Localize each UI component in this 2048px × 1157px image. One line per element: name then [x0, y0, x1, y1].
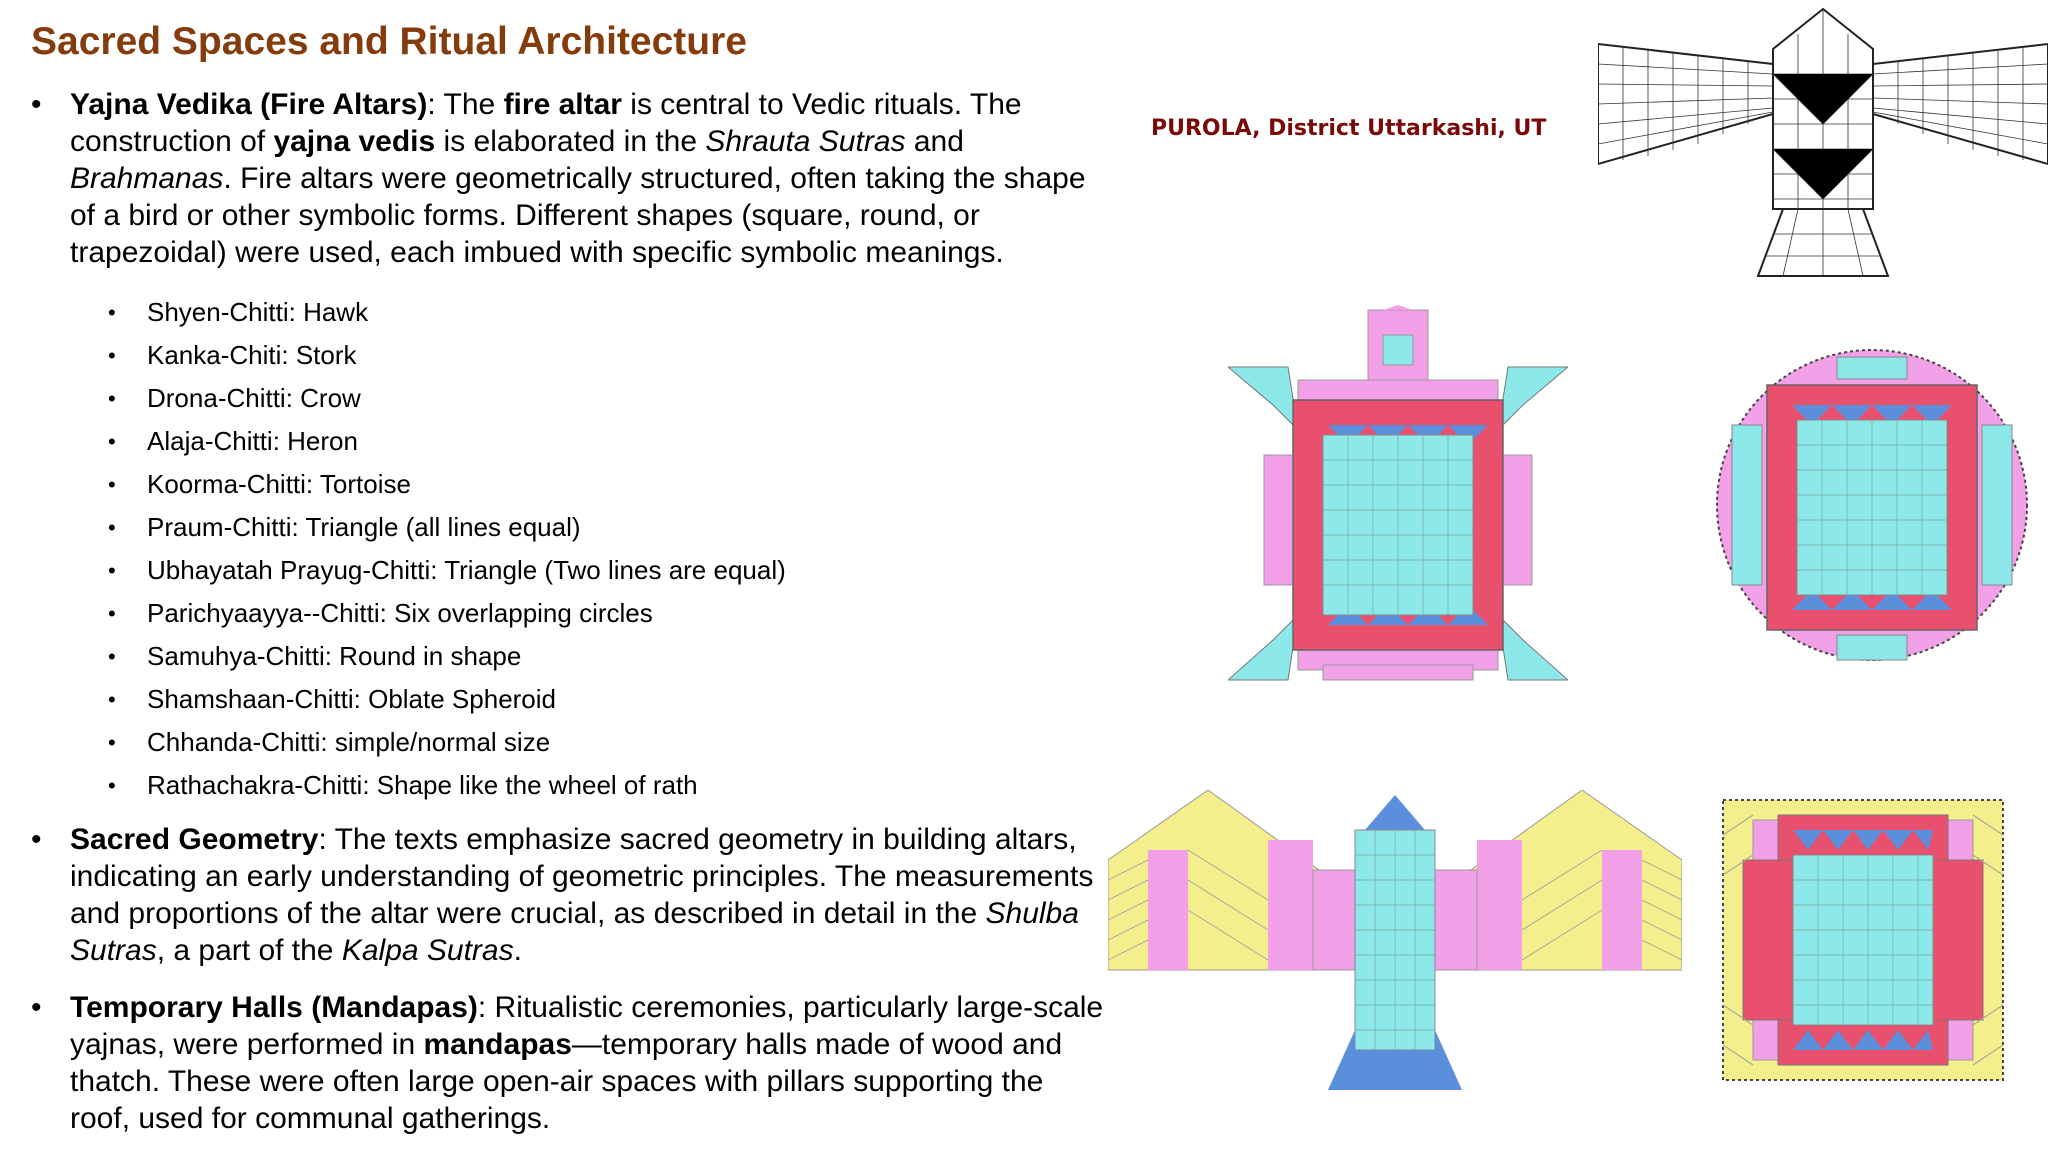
yajna-italic-1: Shrauta Sutras	[705, 125, 906, 158]
chitti-label: Chhanda-Chitti: simple/normal size	[147, 727, 551, 757]
geometry-text-1: : The texts emphasize sacred geometry in building altars, indicating an early understanding of geometric principles. The measurements and proportions of the altar were crucial, as described in detail in the	[70, 823, 1094, 930]
round-altar-diagram-icon	[1712, 345, 2032, 670]
chitti-item	[31, 549, 1111, 592]
bullet-dot-icon: •	[108, 472, 116, 497]
chitti-item	[31, 764, 1111, 807]
chitti-item	[31, 377, 1111, 420]
bullet-sacred-geometry	[31, 821, 1111, 969]
chitti-item	[31, 291, 1111, 334]
halls-text-1: : Ritualistic ceremonies, particularly large-scale yajnas, were performed in	[70, 991, 1104, 1061]
geometry-italic-1: Shulba Sutras	[70, 897, 1079, 967]
chitti-label: Kanka-Chiti: Stork	[147, 340, 357, 370]
chitti-item	[31, 334, 1111, 377]
yajna-italic-2: Brahmanas	[70, 162, 224, 195]
bullet-dot-icon: •	[108, 773, 116, 798]
chitti-item	[31, 463, 1111, 506]
chitti-label: Ubhayatah Prayug-Chitti: Triangle (Two lines are equal)	[147, 555, 786, 585]
bullet-dot-icon: •	[108, 730, 116, 755]
chitti-label: Shamshaan-Chitti: Oblate Spheroid	[147, 684, 557, 714]
chitti-label: Alaja-Chitti: Heron	[147, 426, 358, 456]
bullet-dot-icon: •	[108, 558, 116, 583]
chitti-item	[31, 506, 1111, 549]
bullet-dot-icon: •	[108, 300, 116, 325]
halls-text-2: —temporary halls made of wood and thatch. These were often large open-air spaces with pillars supporting the roof, used for communal gatherings.	[70, 1028, 1063, 1135]
chitti-label: Drona-Chitti: Crow	[147, 383, 361, 413]
halls-bold-1: mandapas	[423, 1028, 572, 1061]
chitti-item	[31, 420, 1111, 463]
bullet-dot-icon: •	[108, 601, 116, 626]
bullet-dot-icon: •	[31, 88, 42, 121]
yajna-bold-1: fire altar	[503, 88, 622, 121]
yajna-text-2: is central to Vedic rituals. The construction of	[70, 88, 1022, 158]
bullet-dot-icon: •	[108, 687, 116, 712]
yajna-lead: Yajna Vedika (Fire Altars)	[70, 88, 428, 121]
yajna-text-5: . Fire altars were geometrically structured, often taking the shape of a bird or other symbolic forms. Different shapes (square, round, or trapezoidal) were used, each imbued with specific symbolic meanings.	[70, 162, 1086, 269]
bullet-dot-icon: •	[108, 343, 116, 368]
bullet-dot-icon: •	[31, 823, 42, 856]
yajna-bold-2: yajna vedis	[273, 125, 436, 158]
bullet-dot-icon: •	[108, 515, 116, 540]
yajna-text-3: is elaborated in the	[435, 125, 706, 158]
yajna-text-1: : The	[427, 88, 504, 121]
square-altar-diagram-icon	[1718, 795, 2008, 1085]
bullet-dot-icon: •	[108, 644, 116, 669]
hawk-altar-diagram-icon	[1598, 4, 2048, 280]
chitti-item	[31, 635, 1111, 678]
bullet-dot-icon: •	[108, 429, 116, 454]
chitti-item	[31, 592, 1111, 635]
chitti-label: Praum-Chitti: Triangle (all lines equal)	[147, 512, 581, 542]
geometry-italic-2: Kalpa Sutras	[341, 934, 514, 967]
yajna-text-4: and	[905, 125, 964, 158]
chitti-label: Shyen-Chitti: Hawk	[147, 297, 369, 327]
chitti-label: Koorma-Chitti: Tortoise	[147, 469, 411, 499]
geometry-lead: Sacred Geometry	[70, 823, 319, 856]
bullet-dot-icon: •	[31, 991, 42, 1024]
bullet-dot-icon: •	[108, 386, 116, 411]
halls-lead: Temporary Halls (Mandapas)	[70, 991, 478, 1024]
figure-caption: PUROLA, District Uttarkashi, UT	[1151, 116, 1547, 141]
tortoise-altar-diagram-icon	[1228, 305, 1568, 685]
bullet-yajna-vedika	[31, 86, 1111, 271]
slide-title: Sacred Spaces and Ritual Architecture	[31, 20, 747, 63]
geometry-text-2: , a part of the	[156, 934, 342, 967]
chitti-list	[31, 291, 1111, 807]
bird-altar-diagram-icon	[1108, 790, 1682, 1090]
geometry-text-3: .	[513, 934, 522, 967]
bullet-temporary-halls	[31, 989, 1111, 1137]
chitti-item	[31, 721, 1111, 764]
chitti-label: Parichyaayya--Chitti: Six overlapping circles	[147, 598, 653, 628]
chitti-label: Rathachakra-Chitti: Shape like the wheel of rath	[147, 770, 698, 800]
slide-content	[31, 86, 1111, 1157]
chitti-item	[31, 678, 1111, 721]
chitti-label: Samuhya-Chitti: Round in shape	[147, 641, 522, 671]
